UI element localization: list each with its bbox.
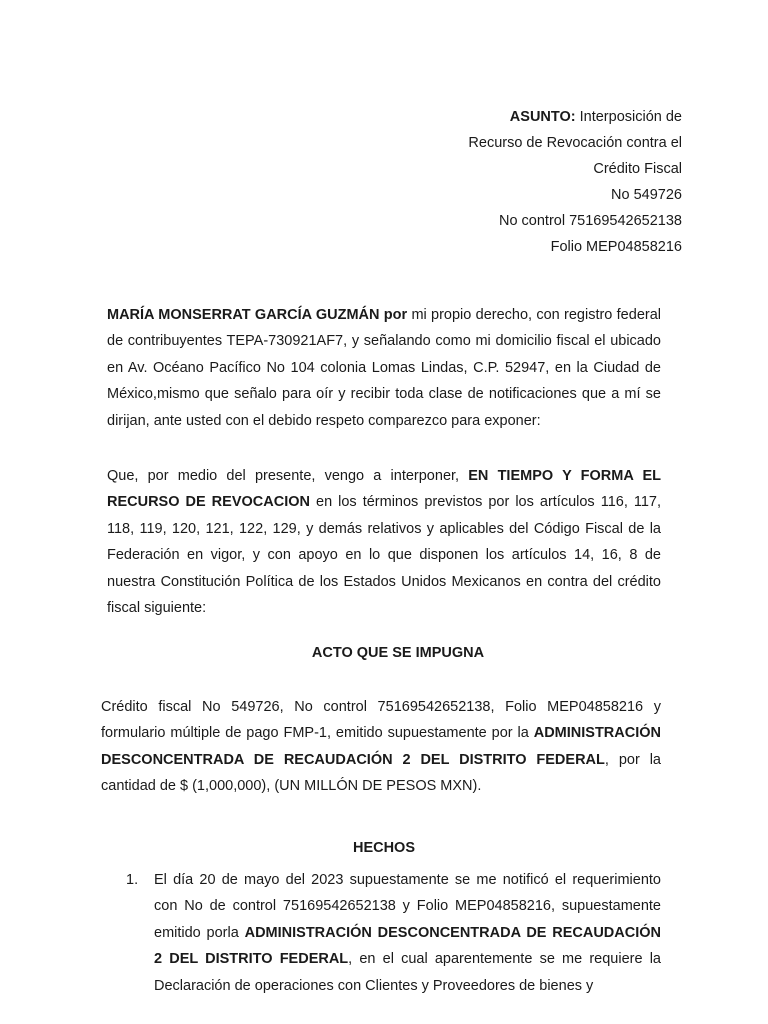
acto-heading: ACTO QUE SE IMPUGNA [311, 645, 485, 661]
list-item-text [154, 867, 661, 999]
list-item-number: 1. [126, 872, 139, 888]
petition-bold: EN TIEMPO Y FORMA EL RECURSO DE REVOCACION [107, 468, 662, 511]
hechos-heading: HECHOS [352, 840, 416, 856]
acto-authority: ADMINISTRACIÓN DESCONCENTRADA DE RECAUDACIÓN 2 DEL DISTRITO FEDERAL [101, 725, 661, 768]
intro-text: mi propio derecho, con registro federal de contribuyentes TEPA-730921AF7, y señalando como mi domicilio fiscal el ubicado en Av. Océano Pacífico No 104 colonia Lomas Lindas, C.P. 52947, en la Ciudad de México,mismo que señalo para oír y recibir toda clase de notificaciones que a mí se dirijan, ante usted con el debido respeto comparezco para exponer: [107, 307, 661, 429]
petitioner-name: MARÍA MONSERRAT GARCÍA GUZMÁN por [107, 307, 408, 323]
asunto-credit-number: No 549726 [611, 187, 682, 203]
asunto-folio: Folio MEP04858216 [550, 239, 682, 255]
asunto-block [468, 104, 682, 260]
asunto-line-2: Recurso de Revocación contra el [468, 135, 682, 151]
asunto-line-3: Crédito Fiscal [593, 161, 682, 177]
intro-paragraph [107, 302, 661, 434]
petition-text-2: en los términos previstos por los artículos 116, 117, 118, 119, 120, 121, 122, 129, y demás relativos y aplicables del Código Fiscal de la Federación en vigor, y con apoyo en lo que disponen los artículos 14, 16, 8 de nuestra Constitución Política de los Estados Unidos Mexicanos en contra del crédito fiscal siguiente: [107, 494, 662, 617]
asunto-text-1: Interposición de [579, 109, 682, 125]
acto-paragraph [101, 694, 661, 800]
asunto-control-number: No control 75169542652138 [498, 213, 682, 229]
acto-text-1: Crédito fiscal No 549726, No control 75169542652138, Folio MEP04858216 y formulario múltiple de pago FMP-1, emitido supuestamente por la [101, 699, 661, 742]
asunto-line-1 [468, 104, 682, 130]
asunto-label: ASUNTO: [509, 109, 576, 125]
list-item-authority: ADMINISTRACIÓN DESCONCENTRADA DE RECAUDACIÓN 2 DEL DISTRITO FEDERAL [154, 924, 662, 968]
petition-text-1: Que, por medio del presente, vengo a interponer, [107, 468, 469, 484]
petition-paragraph [107, 463, 661, 621]
list-item-text-1: El día 20 de mayo del 2023 supuestamente se me notificó el requerimiento con No de control 75169542652138 y Folio MEP04858216, supuestamente emitido porla [154, 872, 661, 941]
list-item-text-2: , en el cual aparentemente se me requiere la Declaración de operaciones con Clientes y Proveedores de bienes y [154, 951, 661, 994]
acto-text-2: , por la cantidad de $ (1,000,000), (UN MILLÓN DE PESOS MXN). [101, 751, 661, 795]
